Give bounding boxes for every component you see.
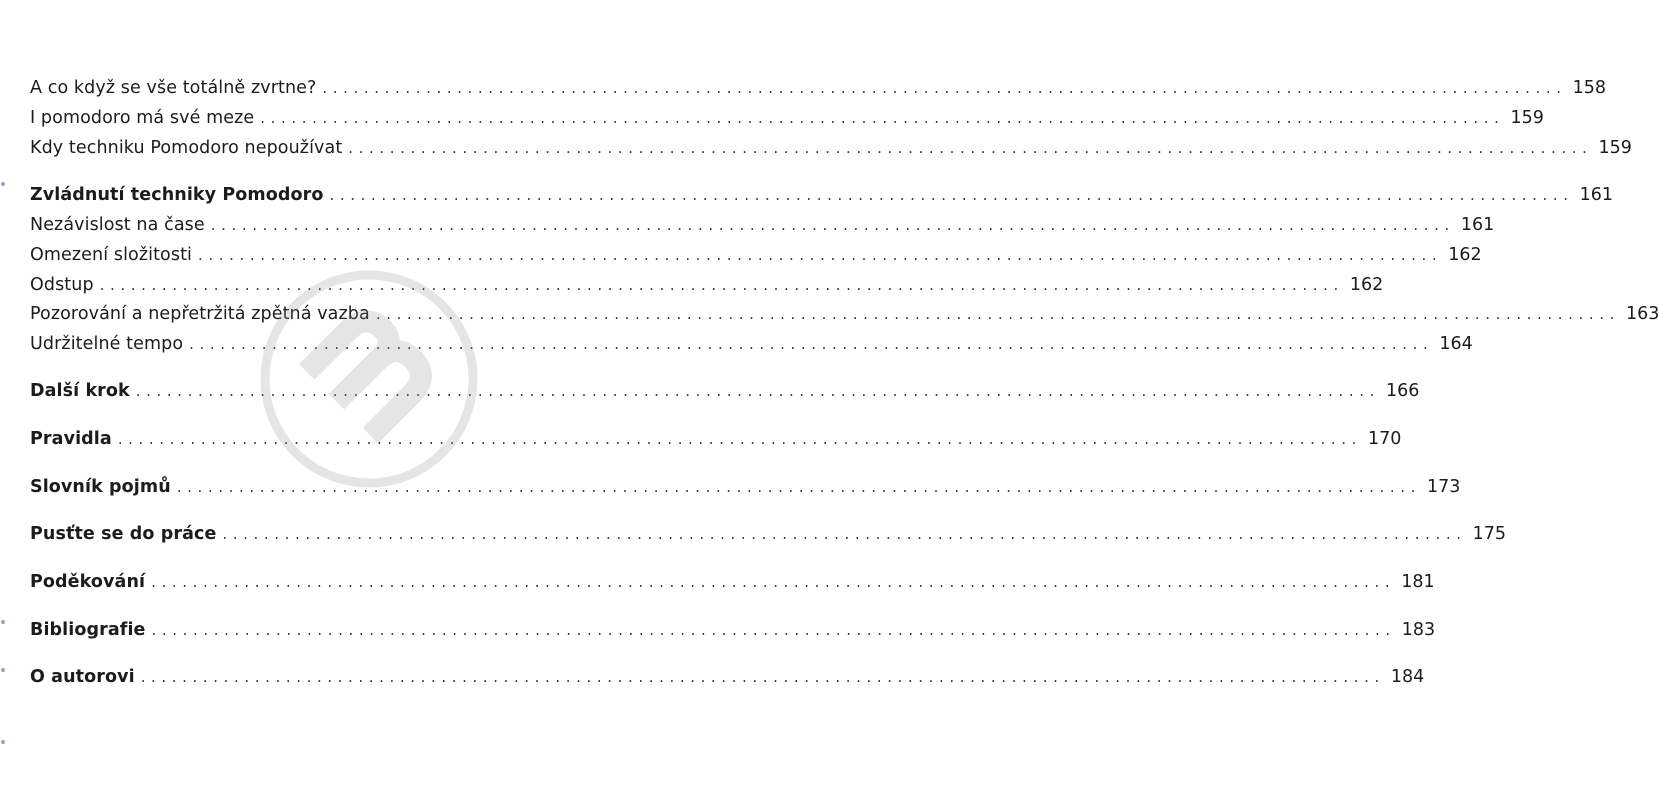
toc-section-title: Bibliografie [30, 620, 146, 640]
toc-entry [30, 272, 1384, 298]
toc-section-page: 183 [1401, 620, 1436, 640]
toc-leader-dots: ........................................................................................................................ [176, 478, 1421, 496]
toc-section-entry [30, 617, 1436, 643]
toc-entry [30, 331, 1473, 357]
toc-leader-dots: ........................................................................................................................ [322, 79, 1567, 97]
toc-section-entry [30, 521, 1506, 547]
toc-entry [30, 242, 1482, 268]
toc-entry-title: Nezávislost na čase [30, 215, 205, 235]
toc-section-entry [30, 426, 1402, 452]
toc-section-page: 181 [1401, 572, 1435, 592]
toc-entry-page: 158 [1572, 78, 1606, 98]
scan-mark [1, 182, 5, 186]
toc-leader-dots: ........................................................................................................................ [151, 573, 1396, 591]
toc-section-entry [30, 664, 1425, 690]
toc-entry-title: Omezení složitosti [30, 245, 193, 265]
toc-section-page: 170 [1367, 429, 1402, 449]
toc-leader-dots: ........................................................................................................................ [329, 186, 1574, 204]
toc-section-entry [30, 474, 1461, 500]
toc-entry-title: A co když se vše totálně zvrtne? [30, 78, 317, 98]
scan-mark [1, 740, 5, 744]
toc-section-title: Slovník pojmů [30, 477, 171, 497]
toc-leader-dots: ........................................................................................................................ [117, 430, 1362, 448]
toc-entry-title: Udržitelné tempo [30, 334, 184, 354]
toc-section-entry [30, 182, 1614, 208]
toc-entry-title: Odstup [30, 275, 94, 295]
toc-entry-page: 161 [1460, 215, 1495, 235]
toc-section-title: Pravidla [30, 429, 112, 449]
toc-section-title: Poděkování [30, 572, 146, 592]
toc-section-entry [30, 569, 1435, 595]
toc-entry-page: 164 [1439, 334, 1473, 354]
toc-section-page: 161 [1579, 185, 1614, 205]
toc-entry [30, 135, 1632, 161]
toc-section-page: 166 [1385, 381, 1420, 401]
toc-leader-dots: ........................................................................................................................ [198, 246, 1443, 264]
toc-leader-dots: ........................................................................................................................ [260, 109, 1505, 127]
toc-section-entry [30, 378, 1420, 404]
toc-leader-dots: ........................................................................................................................ [210, 216, 1455, 234]
toc-section-title: Další krok [30, 381, 130, 401]
toc-leader-dots: ........................................................................................................................ [222, 525, 1467, 543]
toc-entry-title: Pozorování a nepřetržitá zpětná vazba [30, 304, 370, 324]
toc-section-title: O autorovi [30, 667, 135, 687]
toc-section-page: 184 [1390, 667, 1425, 687]
toc-leader-dots: ........................................................................................................................ [151, 621, 1396, 639]
toc-entry [30, 75, 1606, 101]
toc-entry-page: 162 [1349, 275, 1384, 295]
toc-entry-title: I pomodoro má své meze [30, 108, 255, 128]
toc-leader-dots: ........................................................................................................................ [140, 668, 1385, 686]
scan-mark [1, 620, 5, 624]
toc-section-title: Zvládnutí techniky Pomodoro [30, 185, 324, 205]
toc-section-page: 173 [1426, 477, 1461, 497]
toc-section-title: Pusťte se do práce [30, 524, 217, 544]
toc-leader-dots: ........................................................................................................................ [189, 335, 1434, 353]
toc-entry [30, 105, 1544, 131]
toc-entry-page: 159 [1598, 138, 1632, 158]
toc-leader-dots: ........................................................................................................................ [375, 305, 1620, 323]
toc-leader-dots: ........................................................................................................................ [348, 139, 1593, 157]
toc-leader-dots: ........................................................................................................................ [135, 382, 1380, 400]
toc-entry-title: Kdy techniku Pomodoro nepoužívat [30, 138, 343, 158]
toc-section-page: 175 [1472, 524, 1506, 544]
toc-entry-page: 159 [1510, 108, 1544, 128]
toc-entry [30, 212, 1495, 238]
toc-entry-page: 163 [1626, 304, 1659, 324]
scan-mark [1, 668, 5, 672]
toc-leader-dots: ........................................................................................................................ [99, 276, 1344, 294]
toc-entry [30, 301, 1659, 327]
toc-entry-page: 162 [1448, 245, 1482, 265]
